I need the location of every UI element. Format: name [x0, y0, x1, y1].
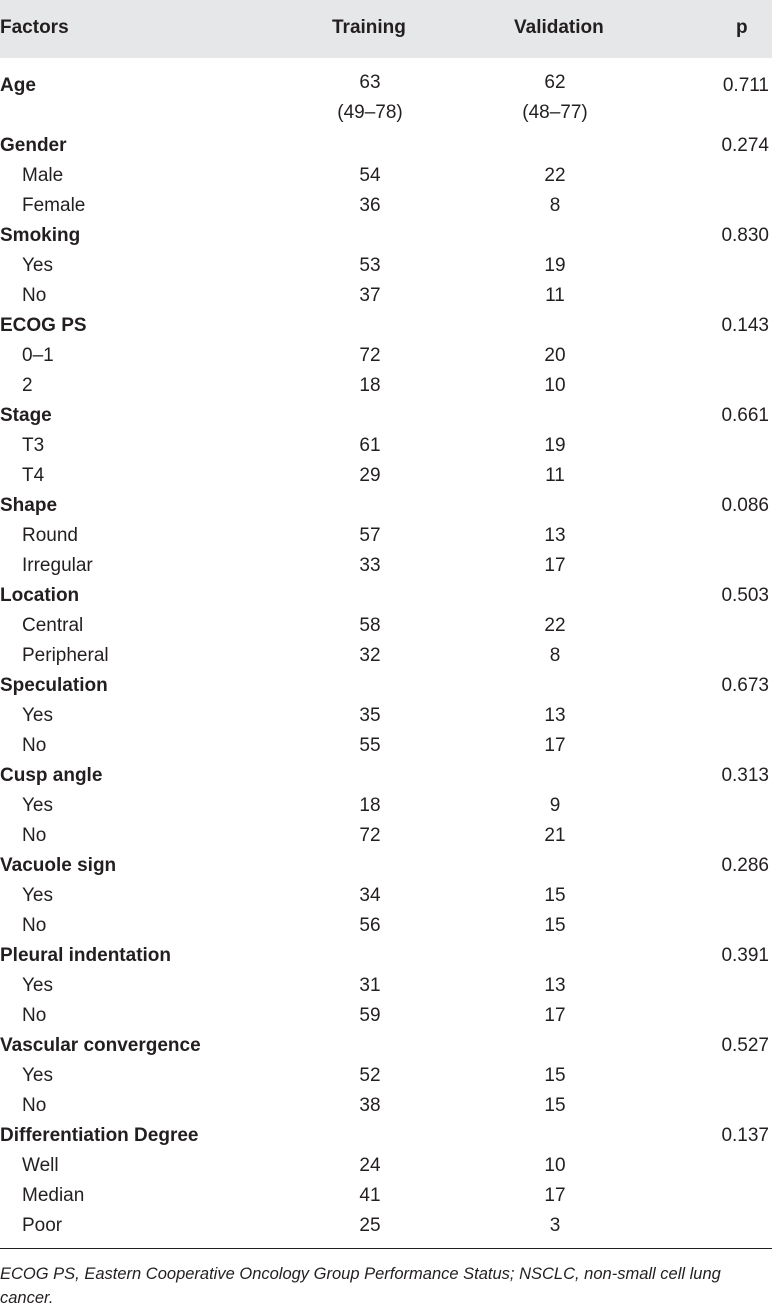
table-row [0, 641, 772, 671]
row-label: Yes [22, 975, 53, 996]
validation-value: 20 [544, 345, 566, 366]
table-body [0, 71, 772, 1241]
row-label: No [22, 915, 47, 936]
row-label: Smoking [0, 225, 81, 246]
row-label: T3 [22, 435, 45, 456]
validation-value: 11 [545, 285, 565, 306]
p-value: 0.143 [721, 315, 769, 336]
training-value: 72 [359, 825, 381, 846]
training-value: 59 [359, 1005, 381, 1026]
table-row [0, 221, 772, 251]
training-value: 57 [359, 525, 381, 546]
validation-value: 3 [549, 1215, 561, 1236]
table-row [0, 281, 772, 311]
training-value: 61 [359, 435, 381, 456]
table-row [0, 311, 772, 341]
row-label: Yes [22, 705, 53, 726]
header-training: Training [332, 17, 406, 38]
table-row [0, 131, 772, 161]
row-label: Central [22, 615, 84, 636]
table-row [0, 251, 772, 281]
training-value: 35 [359, 705, 381, 726]
row-label: Median [22, 1185, 85, 1206]
training-value: 18 [359, 375, 381, 396]
p-value: 0.527 [721, 1035, 769, 1056]
validation-value: 17 [544, 555, 566, 576]
row-label: Pleural indentation [0, 945, 172, 966]
row-label: Yes [22, 795, 53, 816]
table-row [0, 431, 772, 461]
row-label: Yes [22, 885, 53, 906]
table-row [0, 161, 772, 191]
table-row [0, 671, 772, 701]
row-label: ECOG PS [0, 315, 87, 336]
training-value: 37 [359, 285, 381, 306]
table-row [0, 731, 772, 761]
row-label: 2 [22, 375, 33, 396]
table-row [0, 1121, 772, 1151]
table-row [0, 941, 772, 971]
header-p: p [736, 17, 748, 38]
table-row [0, 581, 772, 611]
row-label: No [22, 1005, 47, 1026]
validation-range: (48–77) [522, 102, 588, 123]
training-value: 24 [359, 1155, 381, 1176]
training-value: 36 [359, 195, 381, 216]
training-value: 54 [359, 165, 381, 186]
table-row [0, 611, 772, 641]
validation-value: 19 [544, 255, 566, 276]
header-factors: Factors [0, 17, 69, 38]
training-value: 38 [359, 1095, 381, 1116]
p-value: 0.274 [721, 135, 769, 156]
training-value: 52 [359, 1065, 381, 1086]
validation-value: 17 [544, 1185, 566, 1206]
table-row [0, 851, 772, 881]
table-row [0, 881, 772, 911]
training-value: 34 [359, 885, 381, 906]
row-label: No [22, 285, 47, 306]
row-label: Well [22, 1155, 59, 1176]
table-row [0, 761, 772, 791]
validation-value [505, 68, 605, 128]
table-row [0, 701, 772, 731]
row-label: Stage [0, 405, 52, 426]
table-footnote: ECOG PS, Eastern Cooperative Oncology Group Performance Status; NSCLC, non-small cell lung cancer. [0, 1265, 721, 1307]
row-label: Yes [22, 1065, 53, 1086]
training-value: 31 [359, 975, 381, 996]
validation-value: 19 [544, 435, 566, 456]
table-row [0, 341, 772, 371]
validation-value: 13 [544, 525, 566, 546]
training-value: 53 [359, 255, 381, 276]
training-value [320, 68, 420, 128]
table-row [0, 1181, 772, 1211]
validation-value: 8 [549, 645, 561, 666]
row-label: Poor [22, 1215, 63, 1236]
table-row [0, 371, 772, 401]
p-value: 0.391 [721, 945, 769, 966]
training-value: 58 [359, 615, 381, 636]
validation-value: 10 [544, 375, 566, 396]
row-label: No [22, 1095, 47, 1116]
validation-value: 15 [544, 915, 566, 936]
row-label: Gender [0, 135, 67, 156]
table-row [0, 191, 772, 221]
row-label: T4 [22, 465, 45, 486]
table-row [0, 521, 772, 551]
validation-value: 9 [549, 795, 561, 816]
table-row [0, 1091, 772, 1121]
row-label: Peripheral [22, 645, 109, 666]
row-label: No [22, 735, 47, 756]
row-label: No [22, 825, 47, 846]
row-label: Differentiation Degree [0, 1125, 199, 1146]
p-value: 0.086 [721, 495, 769, 516]
training-range: (49–78) [337, 102, 403, 123]
p-value: 0.286 [721, 855, 769, 876]
row-label: Location [0, 585, 80, 606]
table-row [0, 1151, 772, 1181]
row-label: Male [22, 165, 64, 186]
header-validation: Validation [514, 17, 604, 38]
row-label: Cusp angle [0, 765, 103, 786]
table-row [0, 821, 772, 851]
row-label: Shape [0, 495, 58, 516]
row-label: 0–1 [22, 345, 54, 366]
table-row [0, 971, 772, 1001]
p-value: 0.661 [721, 405, 769, 426]
table-row [0, 461, 772, 491]
training-median: 63 [359, 72, 381, 93]
row-label: Speculation [0, 675, 108, 696]
p-value: 0.830 [721, 225, 769, 246]
validation-value: 22 [544, 165, 566, 186]
training-value: 41 [359, 1185, 381, 1206]
training-value: 33 [359, 555, 381, 576]
row-label: Irregular [22, 555, 93, 576]
p-value: 0.313 [721, 765, 769, 786]
row-label: Round [22, 525, 78, 546]
validation-value: 17 [544, 1005, 566, 1026]
table-row [0, 401, 772, 431]
training-value: 56 [359, 915, 381, 936]
table-row [0, 551, 772, 581]
table-row [0, 491, 772, 521]
validation-value: 10 [544, 1155, 566, 1176]
row-label: Vascular convergence [0, 1035, 201, 1056]
table-bottom-rule [0, 1248, 772, 1249]
validation-value: 13 [544, 975, 566, 996]
training-value: 72 [359, 345, 381, 366]
validation-value: 15 [544, 1065, 566, 1086]
row-label: Vacuole sign [0, 855, 117, 876]
table-header [0, 0, 772, 58]
table-row-age [0, 71, 772, 131]
row-label: Yes [22, 255, 53, 276]
row-label: Age [0, 75, 36, 96]
table-row [0, 1211, 772, 1241]
training-value: 18 [359, 795, 381, 816]
table-row [0, 911, 772, 941]
training-value: 32 [359, 645, 381, 666]
training-value: 25 [359, 1215, 381, 1236]
validation-value: 11 [545, 465, 565, 486]
p-value: 0.137 [721, 1125, 769, 1146]
validation-value: 13 [544, 705, 566, 726]
validation-value: 21 [544, 825, 566, 846]
table-row [0, 1001, 772, 1031]
training-value: 29 [359, 465, 381, 486]
validation-value: 15 [544, 1095, 566, 1116]
validation-median: 62 [544, 72, 566, 93]
validation-value: 22 [544, 615, 566, 636]
table-row [0, 1031, 772, 1061]
table-row [0, 1061, 772, 1091]
table-row [0, 791, 772, 821]
training-value: 55 [359, 735, 381, 756]
p-value: 0.673 [721, 675, 769, 696]
validation-value: 15 [544, 885, 566, 906]
row-label: Female [22, 195, 86, 216]
validation-value: 8 [549, 195, 561, 216]
validation-value: 17 [544, 735, 566, 756]
p-value: 0.711 [722, 75, 769, 96]
p-value: 0.503 [721, 585, 769, 606]
